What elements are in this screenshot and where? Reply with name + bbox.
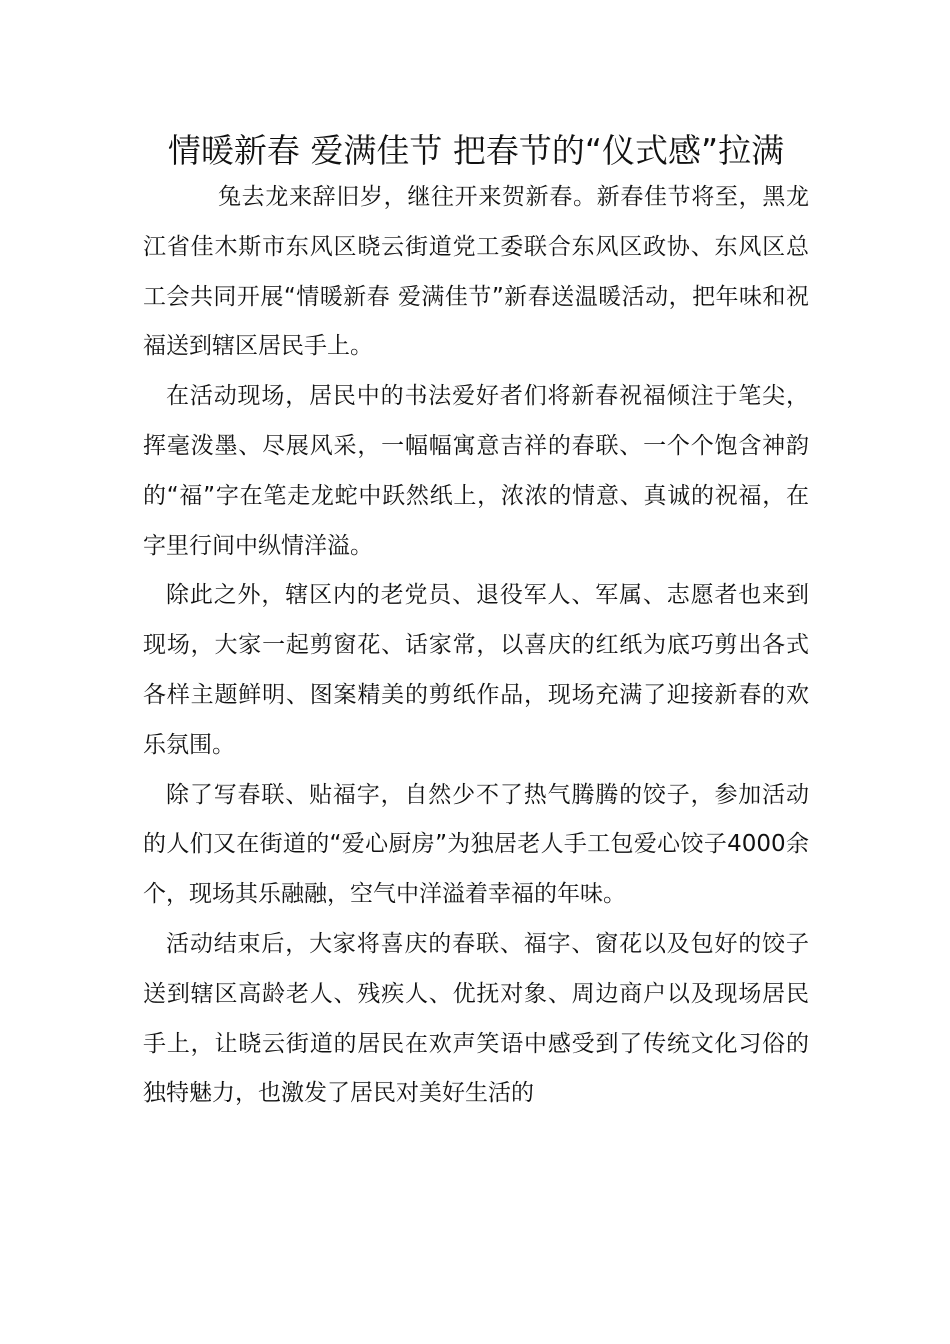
paragraph-conclusion: 活动结束后，大家将喜庆的春联、福字、窗花以及包好的饺子送到辖区高龄老人、残疾人、优抚对象、周边商户以及现场居民手上，让晓云街道的居民在欢声笑语中感受到了传统文化习俗的独特魅力，也激发了居民对美好生活的 [143, 930, 809, 1107]
paragraph-dumplings: 除了写春联、贴福字，自然少不了热气腾腾的饺子，参加活动的人们又在街道的“爱心厨房”为独居老人手工包爱心饺子4000余个，现场其乐融融，空气中洋溢着幸福的年味。 [143, 781, 809, 908]
document-page [143, 128, 809, 1119]
paragraph-intro: 兔去龙来辞旧岁，继往开来贺新春。新春佳节将至，黑龙江省佳木斯市东风区晓云街道党工委联合东风区政协、东风区总工会共同开展“情暖新春 爱满佳节”新春送温暖活动，把年味和祝福送到辖区居民手上。 [143, 184, 809, 360]
paragraph-calligraphy: 在活动现场，居民中的书法爱好者们将新春祝福倾注于笔尖，挥毫泼墨、尽展风采，一幅幅寓意吉祥的春联、一个个饱含神韵的“福”字在笔走龙蛇中跃然纸上，浓浓的情意、真诚的祝福，在字里行间中纵情洋溢。 [143, 383, 809, 559]
paragraph-paper-cutting: 除此之外，辖区内的老党员、退役军人、军属、志愿者也来到现场，大家一起剪窗花、话家常，以喜庆的红纸为底巧剪出各式各样主题鲜明、图案精美的剪纸作品，现场充满了迎接新春的欢乐氛围。 [143, 582, 809, 758]
article-title: 情暖新春 爱满佳节 把春节的“仪式感”拉满 [167, 131, 785, 170]
